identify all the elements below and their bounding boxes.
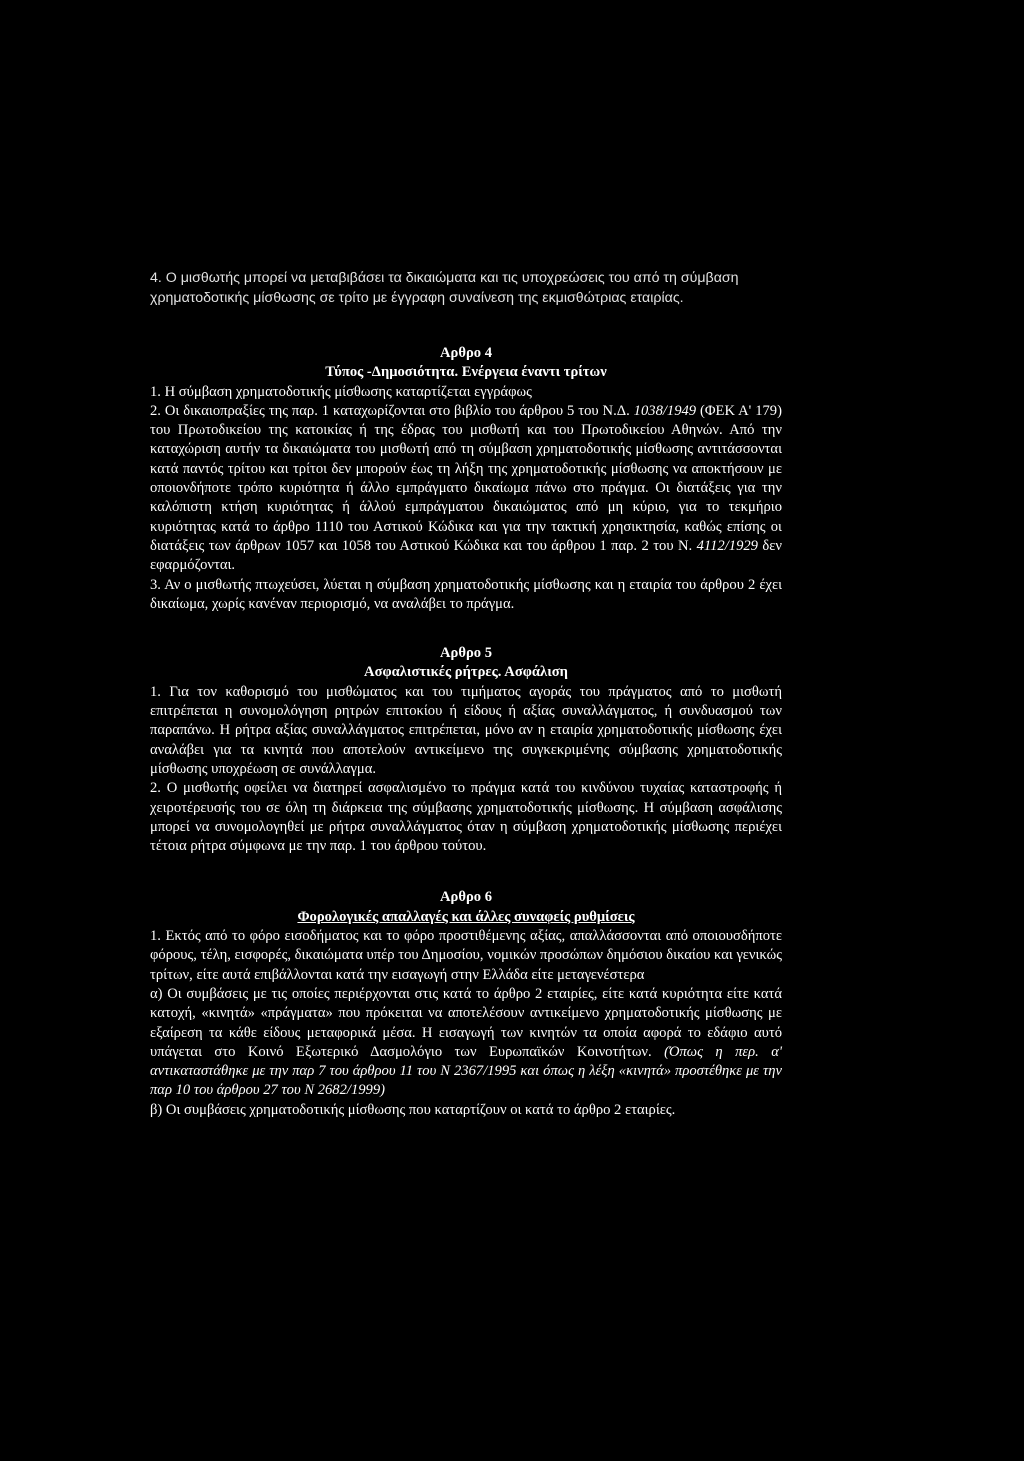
article-4-paragraph-2-text-a: 2. Οι δικαιοπραξίες της παρ. 1 καταχωρίζονται στο βιβλίο του άρθρου 5 του Ν.Δ. <box>150 402 630 419</box>
article-6-title: Φορολογικές απαλλαγές και άλλες συναφείς ρυθμίσεις <box>297 908 635 925</box>
article-6-item-a-text: α) Οι συμβάσεις με τις οποίες περιέρχονται στις κατά το άρθρο 2 εταιρίες, είτε κατά κυριότητα είτε κατά κατοχή, «κινητά» «πράγματα» που πρόκειται να αποτελέσουν αντικείμενο χρηματοδοτικής μίσθωσης με εξαίρεση τα κάθε είδους μεταφορικά μέσα. Η εισαγωγή των κινητών τα οποία αφορά το εδάφιο αυτό υπάγεται στο Κοινό Εξωτερικό Δασμολόγιο των Ευρωπαϊκών Κοινοτήτων. <box>150 985 782 1060</box>
law-reference-4112-1929: 4112/1929 <box>696 537 758 554</box>
article-4-paragraph-1: 1. Η σύμβαση χρηματοδοτικής μίσθωσης καταρτίζεται εγγράφως <box>150 383 532 400</box>
article-5-number: Αρθρο 5 <box>439 645 493 662</box>
article-6-item-a-amendment-note: (Όπως η περ. α' αντικαταστάθηκε με την παρ 7 του άρθρου 11 του Ν 2367/1995 και όπως η λέξη «κινητά» προστέθηκε με την παρ 10 του άρθρου 27 του Ν 2682/1999) <box>150 1043 782 1099</box>
law-reference-1038-1949: 1038/1949 <box>633 402 697 419</box>
article-5-paragraph-1: 1. Για τον καθορισμό του μισθώματος και του τιμήματος αγοράς του πράγματος από το μισθωτή επιτρέπεται η συνομολόγηση ρητρών επιτοκίου ή είδους ή αξίας συναλλάγματος, ή συνδυασμού των παραπάνω. Η ρήτρα αξίας συναλλάγματος επιτρέπεται, μόνο αν η εταιρία χρηματοδοτικής μίσθωσης έχει αναλάβει για τα κινητά που αποτελούν αντικείμενο της συγκεκριμένης σύμβασης χρηματοδοτικής μίσθωσης υποχρέωση σε συνάλλαγμα. <box>150 683 782 777</box>
article-6-paragraph-1: 1. Εκτός από το φόρο εισοδήματος και το φόρο προστιθέμενης αξίας, απαλλάσσονται από οποιουσδήποτε φόρους, τέλη, εισφορές, δικαιώματα υπέρ του Δημοσίου, νομικών προσώπων δημόσιου δικαίου και γενικώς τρίτων, είτε αυτά επιβάλλονται κατά την εισαγωγή στην Ελλάδα είτε μεταγενέστερα <box>150 928 782 983</box>
article-6-item-a <box>150 985 782 1101</box>
paragraph-4-intro: 4. Ο μισθωτής μπορεί να μεταβιβάσει τα δικαιώματα και τις υποχρεώσεις του από τη σύμβαση χρηματοδοτικής μίσθωσης σε τρίτο με έγγραφη συναίνεση της εκμισθώτριας εταιρίας. <box>150 270 739 306</box>
article-5-title: Ασφαλιστικές ρήτρες. Ασφάλιση <box>364 664 568 681</box>
article-4-title: Τύπος -Δημοσιότητα. Ενέργεια έναντι τρίτων <box>325 364 607 381</box>
article-6-number: Αρθρο 6 <box>439 889 493 906</box>
article-5-paragraph-2: 2. Ο μισθωτής οφείλει να διατηρεί ασφαλισμένο το πράγμα κατά του κινδύνου τυχαίας καταστροφής ή χειροτέρευσής του σε όλη τη διάρκεια της σύμβασης χρηματοδοτικής μίσθωσης. Η σύμβαση ασφάλισης μπορεί να συνομολογηθεί με ρήτρα συναλλάγματος όταν η σύμβαση χρηματοδοτικής μίσθωσης περιέχει τέτοια ρήτρα σύμφωνα με την παρ. 1 του άρθρου τούτου. <box>150 780 782 855</box>
article-4-paragraph-2 <box>150 402 782 576</box>
document-page <box>150 268 782 1120</box>
article-4-paragraph-2-text-b: (ΦΕΚ Α' 179) του Πρωτοδικείου της κατοικίας ή της έδρας του μισθωτή και του Πρωτοδικείου Αθηνών. Από την καταχώριση αυτήν τα δικαιώματα του μισθωτή από τη σύμβαση χρηματοδοτικής μίσθωσης αντιτάσσονται κατά παντός τρίτου και τρίτοι δεν μπορούν έως τη λήξη της χρηματοδοτικής μίσθωσης να αποκτήσουν με οποιονδήποτε τρόπο κυριότητα ή άλλο εμπράγματο δικαίωμα πάνω στο πράγμα. Οι διατάξεις για την καλόπιστη κτήση κυριότητας ή άλλού εμπράγματου δικαιώματος από μη κύριο, για το τεκμήριο κυριότητας κατά το άρθρο 1110 του Αστικού Κώδικα και για την τακτική χρησικτησία, καθώς επίσης οι διατάξεις των άρθρων 1057 και 1058 του Αστικού Κώδικα και του άρθρου 1 παρ. 2 του Ν. <box>150 402 782 554</box>
article-4-paragraph-2-text-c: δεν εφαρμόζονται. <box>150 537 782 574</box>
article-4-paragraph-3: 3. Αν ο μισθωτής πτωχεύσει, λύεται η σύμβαση χρηματοδοτικής μίσθωσης και η εταιρία του άρθρου 2 έχει δικαίωμα, χωρίς κανέναν περιορισμό, να αναλάβει το πράγμα. <box>150 576 782 612</box>
article-4-number: Αρθρο 4 <box>439 345 493 361</box>
article-6-item-b: β) Οι συμβάσεις χρηματοδοτικής μίσθωσης που καταρτίζουν οι κατά το άρθρο 2 εταιρίες. <box>150 1101 676 1118</box>
